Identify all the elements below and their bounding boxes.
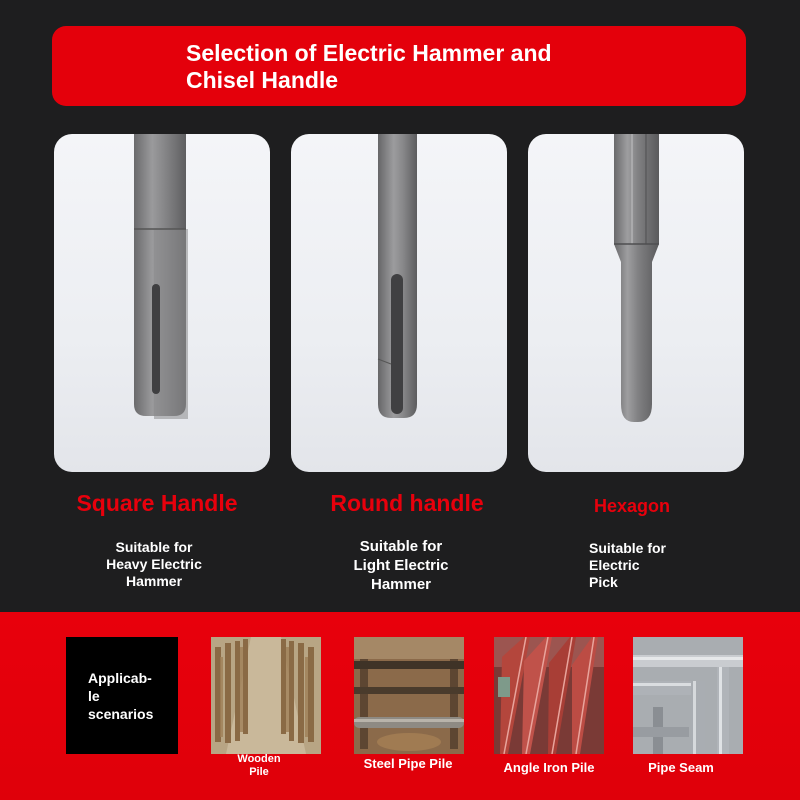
page-title (186, 40, 706, 94)
scenarios-label-line: Applicab- (88, 670, 152, 686)
round-handle-title: Round handle (330, 490, 484, 516)
caption-line: Pile (249, 766, 269, 778)
hexagon-handle-description (589, 540, 689, 591)
description-line: Suitable for (359, 538, 443, 555)
pipe-seam-photo-icon (633, 637, 743, 754)
angle-iron-pile-photo-icon (494, 637, 604, 754)
description-line: Suitable for (589, 540, 667, 556)
description-line: Hammer (125, 573, 183, 589)
steel-pipe-pile-photo-icon (354, 637, 464, 754)
round-handle-description (340, 537, 462, 594)
square-shank-drill-bit-icon (54, 134, 270, 472)
angle-iron-pile-caption: Angle Iron Pile (503, 760, 595, 775)
description-line: Heavy Electric (106, 556, 202, 572)
hexagon-handle-title: Hexagon (593, 496, 671, 516)
steel-pipe-pile-caption: Steel Pipe Pile (363, 756, 453, 771)
description-line: Electric (589, 557, 640, 573)
caption-line: Wooden (237, 753, 281, 765)
description-line: Light Electric (353, 557, 449, 574)
square-handle-description (94, 539, 214, 590)
square-handle-title: Square Handle (76, 490, 238, 516)
description-line: Pick (589, 574, 618, 590)
hexagon-handle-card (528, 134, 744, 472)
square-handle-card (54, 134, 270, 472)
description-line: Suitable for (115, 539, 193, 555)
wooden-pile-caption (221, 753, 297, 779)
header-banner (52, 26, 746, 106)
page-title-line-2: Chisel Handle (186, 67, 339, 93)
scenarios-label-box (66, 637, 178, 754)
round-shank-drill-bit-icon (291, 134, 507, 472)
scenarios-label-line: scenarios (88, 706, 154, 722)
scenarios-label-line: le (88, 688, 100, 704)
page-title-line-1: Selection of Electric Hammer and (186, 40, 552, 66)
wooden-pile-photo-icon (211, 637, 321, 754)
hex-shank-drill-bit-icon (528, 134, 744, 472)
pipe-seam-caption: Pipe Seam (648, 760, 714, 775)
round-handle-card (291, 134, 507, 472)
description-line: Hammer (370, 576, 432, 593)
scenarios-label (88, 669, 168, 723)
